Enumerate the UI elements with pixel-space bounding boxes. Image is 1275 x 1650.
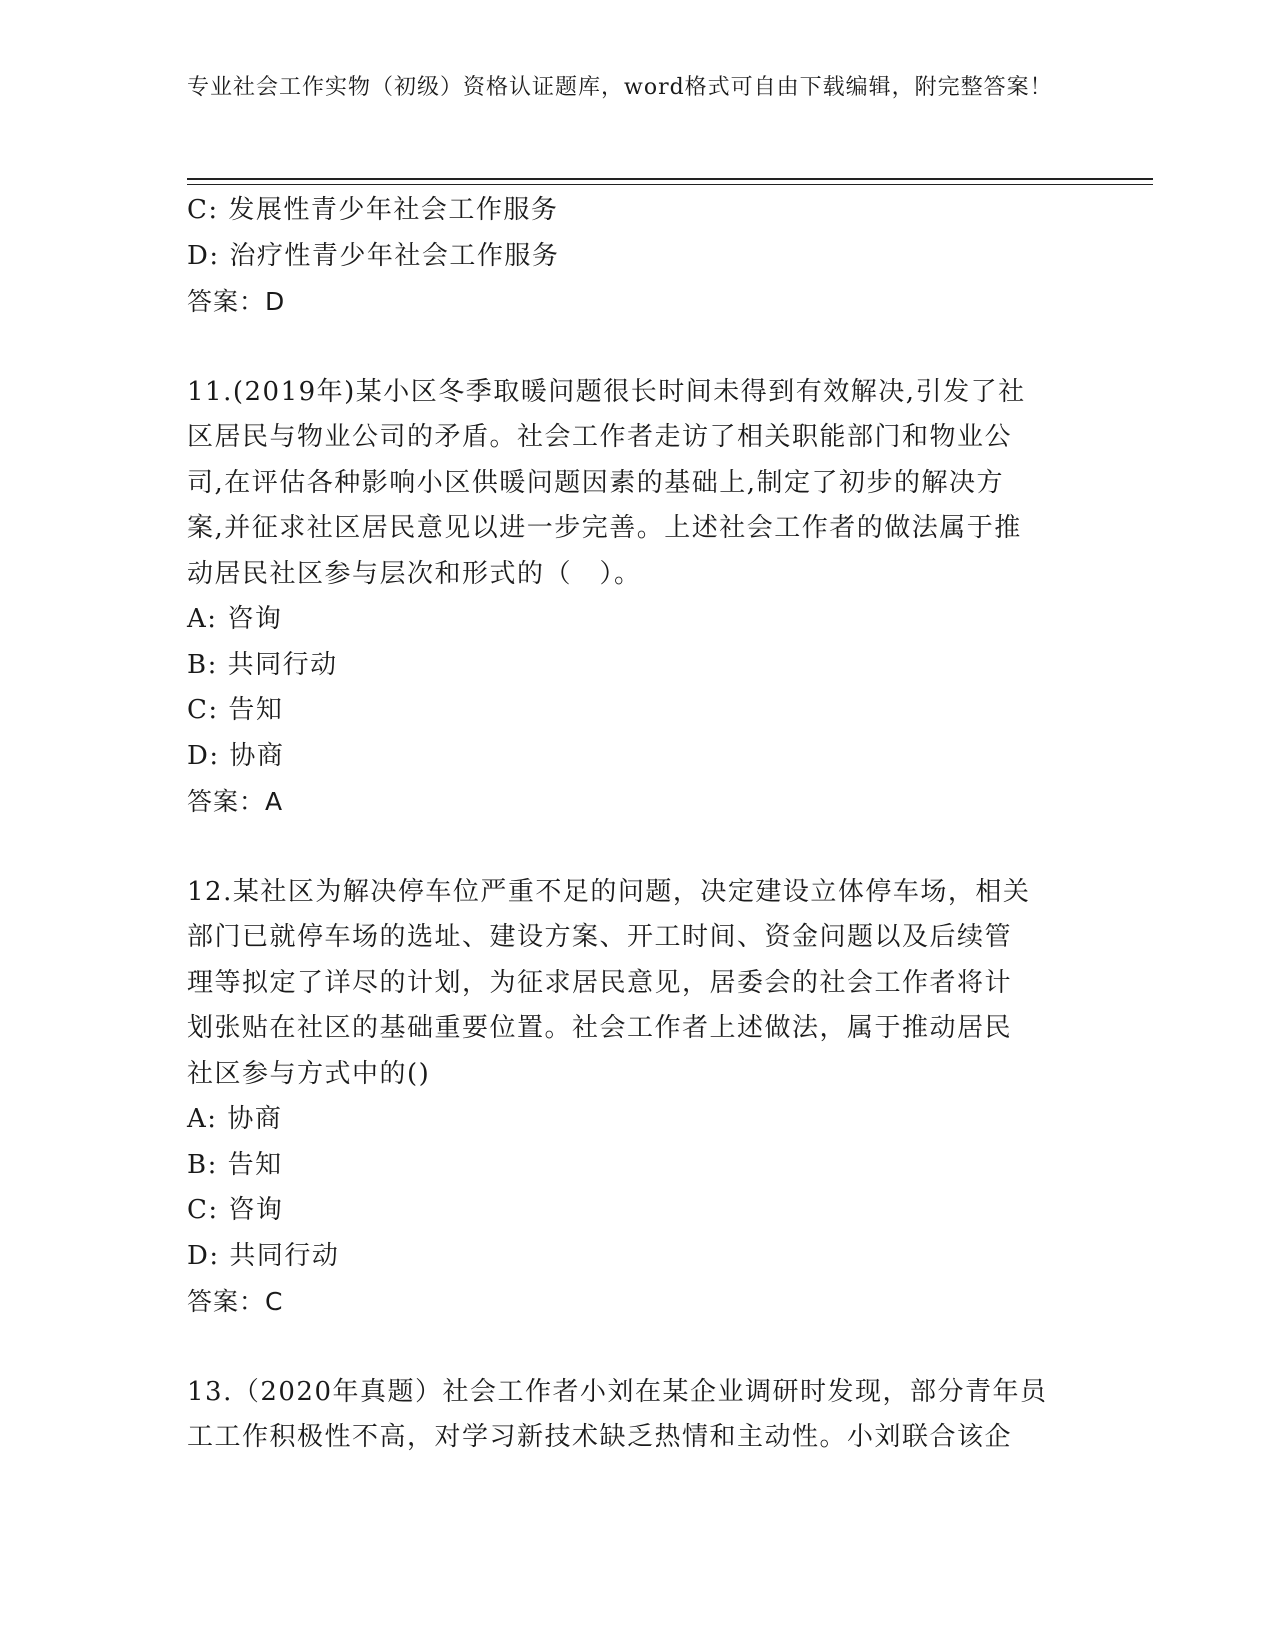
option-c: C: 发展性青少年社会工作服务 — [187, 195, 559, 225]
option-a: A: 协商 — [187, 1104, 283, 1134]
prev-question — [187, 188, 1077, 325]
answer-line: 答案：D — [187, 287, 286, 316]
option-a: A: 咨询 — [187, 604, 283, 634]
question-stem-line: 13.（2020年真题）社会工作者小刘在某企业调研时发现，部分青年员 — [187, 1376, 1048, 1407]
option-d: D: 治疗性青少年社会工作服务 — [187, 240, 560, 271]
question-stem-line: 动居民社区参与层次和形式的（ ）。 — [187, 558, 642, 589]
document-body — [187, 188, 1077, 1461]
option-b: B: 共同行动 — [187, 649, 338, 680]
question-13 — [187, 1370, 1077, 1461]
option-c: C: 咨询 — [187, 1195, 284, 1225]
option-b: B: 告知 — [187, 1149, 283, 1180]
question-stem-line: 社区参与方式中的() — [187, 1058, 431, 1089]
question-stem-line: 区居民与物业公司的矛盾。社会工作者走访了相关职能部门和物业公 — [187, 422, 1013, 452]
question-stem-line: 划张贴在社区的基础重要位置。社会工作者上述做法，属于推动居民 — [187, 1013, 1013, 1043]
answer-line: 答案：A — [187, 787, 284, 816]
option-c: C: 告知 — [187, 695, 284, 725]
question-stem-line: 理等拟定了详尽的计划，为征求居民意见，居委会的社会工作者将计 — [187, 967, 1013, 998]
question-11 — [187, 370, 1077, 825]
question-12 — [187, 870, 1077, 1325]
question-stem-line: 部门已就停车场的选址、建设方案、开工时间、资金问题以及后续管 — [187, 922, 1013, 952]
answer-line: 答案：C — [187, 1287, 284, 1316]
question-stem-line: 案,并征求社区居民意见以进一步完善。上述社会工作者的做法属于推 — [187, 513, 1022, 543]
question-stem-line: 工工作积极性不高，对学习新技术缺乏热情和主动性。小刘联合该企 — [187, 1422, 1013, 1452]
option-d: D: 共同行动 — [187, 1240, 340, 1271]
option-d: D: 协商 — [187, 740, 285, 771]
document-header: 专业社会工作实物（初级）资格认证题库，word格式可自由下载编辑，附完整答案！ — [187, 75, 1053, 100]
question-stem-line: 司,在评估各种影响小区供暖问题因素的基础上,制定了初步的解决方 — [187, 467, 1005, 498]
header-rule-thin — [187, 184, 1153, 185]
header-rule-thick — [187, 178, 1153, 180]
question-stem-line: 12.某社区为解决停车位严重不足的问题，决定建设立体停车场，相关 — [187, 876, 1031, 907]
question-stem-line: 11.(2019年)某小区冬季取暖问题很长时间未得到有效解决,引发了社 — [187, 376, 1026, 407]
